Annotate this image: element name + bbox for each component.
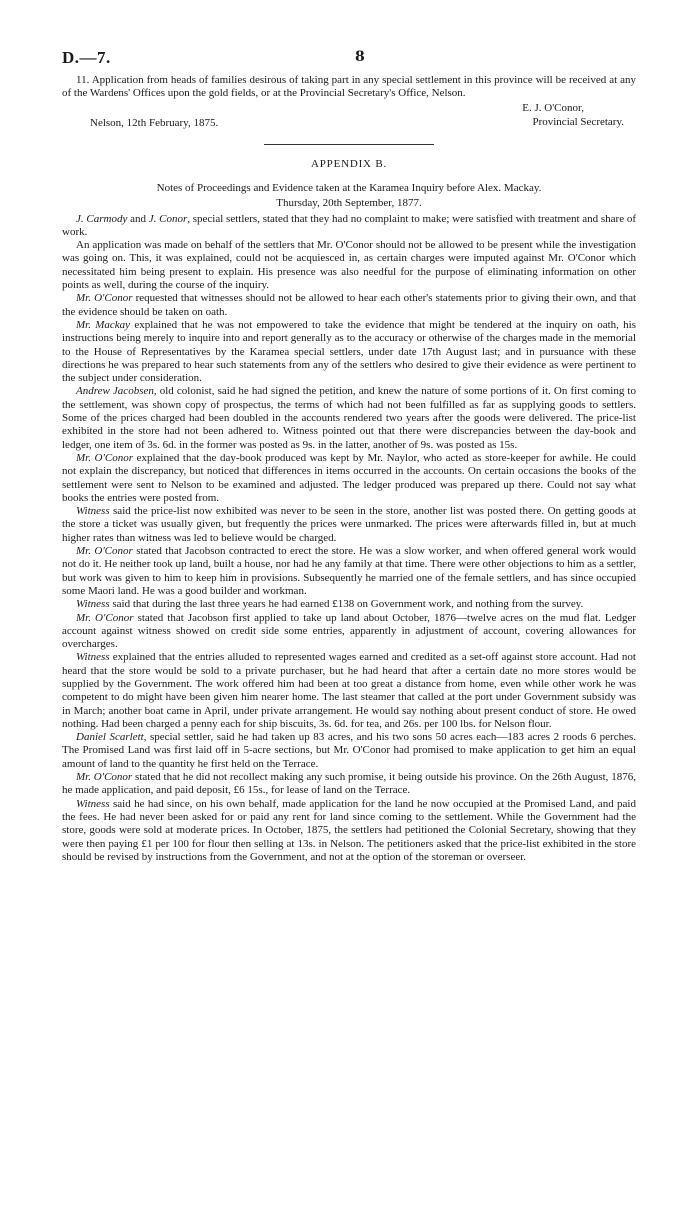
- appendix-caption: Notes of Proceedings and Evidence taken at the Karamea Inquiry before Alex. Mackay.: [156, 181, 542, 194]
- paragraph-text: said that during the last three years he had earned £138 on Government work, and nothing from the survey.: [109, 598, 584, 611]
- body-paragraph: [62, 319, 636, 385]
- document-reference: D.—7.: [62, 48, 111, 67]
- paragraph-text: explained that the entries alluded to represented wages earned and credited as a set-off against store account. Had not heard that the store would be sold to a private purchaser, but he had heard that after a certain date no more stores would be supplied by the Government. The work offered him had been at too great a distance from home, even while other work he was competent to do might have been given him nearer home. The last steamer that called at the port under Government subsidy was in March; another boat came in April, under private arrangement. He would say nothing about present conduct of store. He owed nothing. Had been charged a penny each for ship biscuits, 3s. 6d. for tea, and 26s. per 100 lbs. for Nelson flour.: [62, 651, 636, 730]
- paragraph-text: said he had since, on his own behalf, made application for the land he now occupied at the Promised Land, and paid the fees. He had never been asked for or paid any rent for land since coming to the settlement. While the Government had the store, goods were sold at moderate prices. In October, 1875, the settlers had petitioned the Colonial Secretary, showing that they were then paying £1 per 100 for flour then selling at 13s. in Nelson. The petitioners asked that the price-list exhibited in the store should be revised by instructions from the Government, and not at the option of the storeman or overseer.: [62, 797, 636, 863]
- speaker-name: Witness: [76, 651, 110, 664]
- body-paragraph: [62, 612, 636, 652]
- paragraph-text: stated that Jacobson contracted to erect the store. He was a slow worker, and when offered general work would not do it. He neither took up land, built a house, nor had he any family at that time. There were other objections to him as a settler, but work was given to him to keep him in provisions. Subsequently he married one of the female settlers, and has since occupied some Maori land. He was a good builder and workman.: [62, 545, 636, 597]
- body-paragraph: [62, 213, 636, 240]
- body-paragraph: [62, 731, 636, 771]
- page-header: [62, 48, 636, 74]
- paragraph-text: said the price-list now exhibited was never to be seen in the store, another list was posted there. On getting goods at the store a ticket was usually given, but frequently the prices were unmarked. The prices were afterwards filled in, but at much higher rates than witness was led to believe would be charged.: [62, 505, 636, 544]
- speaker-name: Witness: [76, 505, 110, 518]
- paragraph-text: requested that witnesses should not be allowed to hear each other's statements prior to giving their own, and that the evidence should be taken on oath.: [62, 292, 637, 318]
- paragraph-text: stated that Jacobson first applied to take up land about October, 1876—twelve acres on the mud flat. Ledger account against witness showed on credit side some entries, apparently in adjustment of account, covering allowances for overcharges.: [62, 611, 637, 651]
- intro-paragraph: 11. Application from heads of families desirous of taking part in any special settlement in this province will be received at any of the Wardens' Offices upon the gold fields, or at the Provincial Secretary's Office, Nelson.: [62, 74, 636, 100]
- place-date: Nelson, 12th February, 1875.: [90, 116, 219, 129]
- body-paragraph: [62, 292, 636, 319]
- appendix-heading: APPENDIX B.: [310, 157, 388, 170]
- speaker-name: Witness: [76, 797, 110, 810]
- document-page: [62, 48, 636, 864]
- signatory-title: Provincial Secretary.: [532, 115, 624, 128]
- speaker-name: J. Carmody: [76, 212, 128, 225]
- speaker-name: Mr. O'Conor: [76, 771, 133, 784]
- speaker-name: Mr. O'Conor: [76, 451, 133, 464]
- body-paragraph: [62, 798, 636, 864]
- paragraph-text: , special settlers, stated that they had no complaint to make; were satisfied with treatment and share of work.: [62, 212, 637, 238]
- signatory-name: E. J. O'Conor,: [522, 101, 584, 114]
- speaker-name: Mr. O'Conor: [76, 292, 133, 305]
- paragraph-text: explained that he was not empowered to take the evidence that might be tendered at the inquiry on oath, his instructions being merely to inquire into and report generally as to the accuracy or otherwise of the charges made in the memorial to the House of Representatives by the Karamea special settlers, under date 17th August last; and in pursuance with these directions he was prepared to hear such statements from any of the settlers who desired to give their evidence as were pertinent to the subject under consideration.: [62, 318, 636, 385]
- paragraph-text: stated that he did not recollect making any such promise, it being outside his province. On the 26th August, 1876, he made application, and paid deposit, £6 15s., for lease of land on the Terrace.: [62, 771, 636, 797]
- speaker-name: Mr. O'Conor: [76, 545, 133, 558]
- speaker-name: Andrew Jacobsen: [76, 385, 154, 398]
- body-paragraph: [62, 385, 636, 451]
- page-number: 8: [355, 49, 365, 65]
- body-paragraph: [62, 771, 636, 798]
- body-paragraph: [62, 545, 636, 598]
- speaker-name: Witness: [76, 598, 110, 611]
- appendix-date: Thursday, 20th September, 1877.: [276, 196, 422, 209]
- body-paragraph: An application was made on behalf of the settlers that Mr. O'Conor should not be allowed to be present while the investigation was going on. This, it was explained, could not be acquiesced in, as certain charges were imputed against Mr. O'Conor which necessitated him being present to explain. His presence was also needful for the purpose of eliminating information on other points as well, during the course of the inquiry.: [62, 239, 636, 292]
- paragraph-text: explained that the day-book produced was kept by Mr. Naylor, who acted as store-keeper for awhile. He could not explain the discrepancy, but noticed that differences in items occurred in the accounts. On certain occasions the books of the settlement were sent to Nelson to be examined and adjusted. The ledger produced was prepared up there. Could not say what books the entries were posted from.: [62, 451, 637, 504]
- speaker-name: J. Conor: [148, 212, 188, 225]
- paragraph-text: , special settler, said he had taken up 83 acres, and his two sons 50 acres each—183 acres 2 roods 6 perches. The Promised Land was first laid off in 5-acre sections, but Mr. O'Conor had promised to make application to get him an equal amount of land to the quantity he first held on the Terrace.: [62, 731, 636, 770]
- paragraph-text: , old colonist, said he had signed the petition, and knew the nature of some portions of it. On first coming to the settlement, was shown copy of prospectus, the terms of which had not been fulfilled as far as supplying goods to settlers. Some of the prices charged had been doubled in the accounts rendered two years after the goods were delivered. The price-list exhibited in the store had not been adhered to. Witness pointed out that there were discrepancies between the day-book and ledger, one item of 3s. 6d. in the former was posted as 9s. in the latter, another of 9s. was posted as 15s.: [62, 385, 636, 451]
- body-paragraph: [62, 452, 636, 505]
- body-paragraph: [62, 505, 636, 545]
- body-paragraph: [62, 598, 636, 611]
- body-paragraph: [62, 651, 636, 731]
- speaker-name: Daniel Scarlett: [76, 731, 144, 744]
- signature-block: [62, 101, 636, 141]
- speaker-name: Mr. Mackay: [76, 318, 131, 331]
- section-divider: [264, 144, 434, 145]
- paragraph-text: and: [127, 212, 149, 225]
- speaker-name: Mr. O'Conor: [76, 611, 134, 624]
